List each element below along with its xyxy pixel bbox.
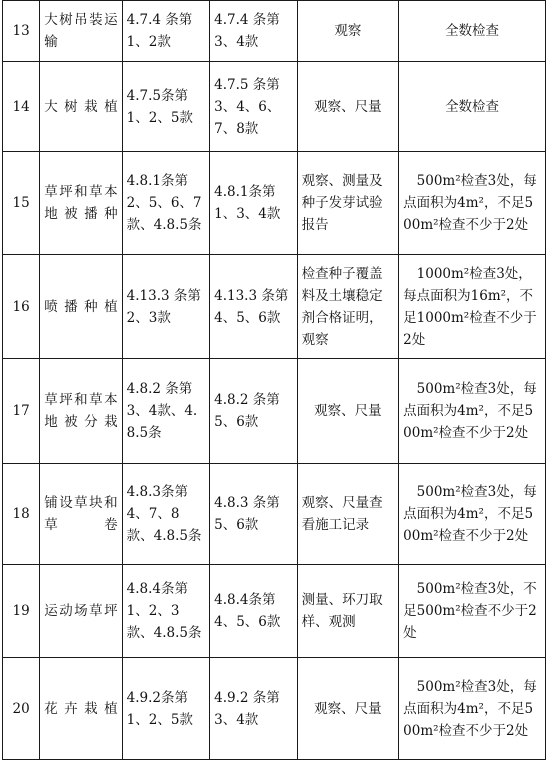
- inspection-quantity: 500m²检查3处，不足500m²检查不少于2处: [399, 565, 546, 658]
- row-number: 19: [3, 565, 40, 658]
- item-name: 运动场草坪: [40, 565, 122, 658]
- item-name: 草坪和草本地被分栽: [40, 359, 122, 464]
- row-number: 20: [3, 658, 40, 760]
- main-control-clause: 4.8.1条第2、5、6、7款、4.8.5条: [122, 152, 209, 255]
- inspection-quantity: 1000m²检查3处，每点面积为16m²，不足1000m²检查不少于2处: [399, 255, 546, 359]
- inspection-method: 观察、尺量查看施工记录: [297, 464, 399, 565]
- table-row: [3, 464, 546, 565]
- row-number: 16: [3, 255, 40, 359]
- item-name: 大树吊装运输: [40, 1, 122, 62]
- main-control-clause: 4.7.4 条第1、2款: [122, 1, 209, 62]
- inspection-method: 检查种子覆盖料及土壤稳定剂合格证明，观察: [297, 255, 399, 359]
- main-control-clause: 4.7.5条第1、2、5款: [122, 62, 209, 152]
- inspection-quantity: 500m²检查3处，每点面积为4m²，不足500m²检查不少于2处: [399, 658, 546, 760]
- item-name: 喷播种植: [40, 255, 122, 359]
- item-name: 大树栽植: [40, 62, 122, 152]
- general-clause: 4.8.1条第1、3、4款: [210, 152, 297, 255]
- inspection-quantity: 500m²检查3处，每点面积为4m²，不足500m²检查不少于2处: [399, 359, 546, 464]
- main-control-clause: 4.9.2条第1、2、5款: [122, 658, 209, 760]
- table-row: [3, 255, 546, 359]
- table-row: [3, 152, 546, 255]
- general-clause: 4.7.4 条第3、4款: [210, 1, 297, 62]
- row-number: 18: [3, 464, 40, 565]
- row-number: 17: [3, 359, 40, 464]
- inspection-method: 观察、尺量: [297, 62, 399, 152]
- table-row: [3, 1, 546, 62]
- general-clause: 4.7.5 条第3、4、6、7、8款: [210, 62, 297, 152]
- general-clause: 4.9.2 条第3、4款: [210, 658, 297, 760]
- main-control-clause: 4.13.3 条第2、3款: [122, 255, 209, 359]
- table-row: [3, 658, 546, 760]
- main-control-clause: 4.8.4条第1、2、3款、4.8.5条: [122, 565, 209, 658]
- general-clause: 4.13.3 条第4、5、6款: [210, 255, 297, 359]
- inspection-quantity: 全数检查: [399, 1, 546, 62]
- inspection-table: [2, 0, 546, 760]
- inspection-method: 观察、尺量: [297, 359, 399, 464]
- inspection-method: 观察、测量及种子发芽试验报告: [297, 152, 399, 255]
- inspection-quantity: 500m²检查3处，每点面积为4m²，不足500m²检查不少于2处: [399, 152, 546, 255]
- inspection-quantity: 全数检查: [399, 62, 546, 152]
- inspection-quantity: 500m²检查3处，每点面积为4m²，不足500m²检查不少于2处: [399, 464, 546, 565]
- general-clause: 4.8.4条第4、5、6款: [210, 565, 297, 658]
- item-name: 草坪和草本地被播种: [40, 152, 122, 255]
- general-clause: 4.8.3 条第5、6款: [210, 464, 297, 565]
- inspection-method: 观察、尺量: [297, 658, 399, 760]
- inspection-method: 测量、环刀取样、观测: [297, 565, 399, 658]
- row-number: 13: [3, 1, 40, 62]
- table-row: [3, 565, 546, 658]
- table-row: [3, 62, 546, 152]
- table-row: [3, 359, 546, 464]
- main-control-clause: 4.8.2 条第3、4款、4.8.5条: [122, 359, 209, 464]
- item-name: 铺设草块和草卷: [40, 464, 122, 565]
- general-clause: 4.8.2 条第5、6款: [210, 359, 297, 464]
- row-number: 14: [3, 62, 40, 152]
- item-name: 花卉栽植: [40, 658, 122, 760]
- row-number: 15: [3, 152, 40, 255]
- main-control-clause: 4.8.3条第4、7、8款、4.8.5条: [122, 464, 209, 565]
- inspection-method: 观察: [297, 1, 399, 62]
